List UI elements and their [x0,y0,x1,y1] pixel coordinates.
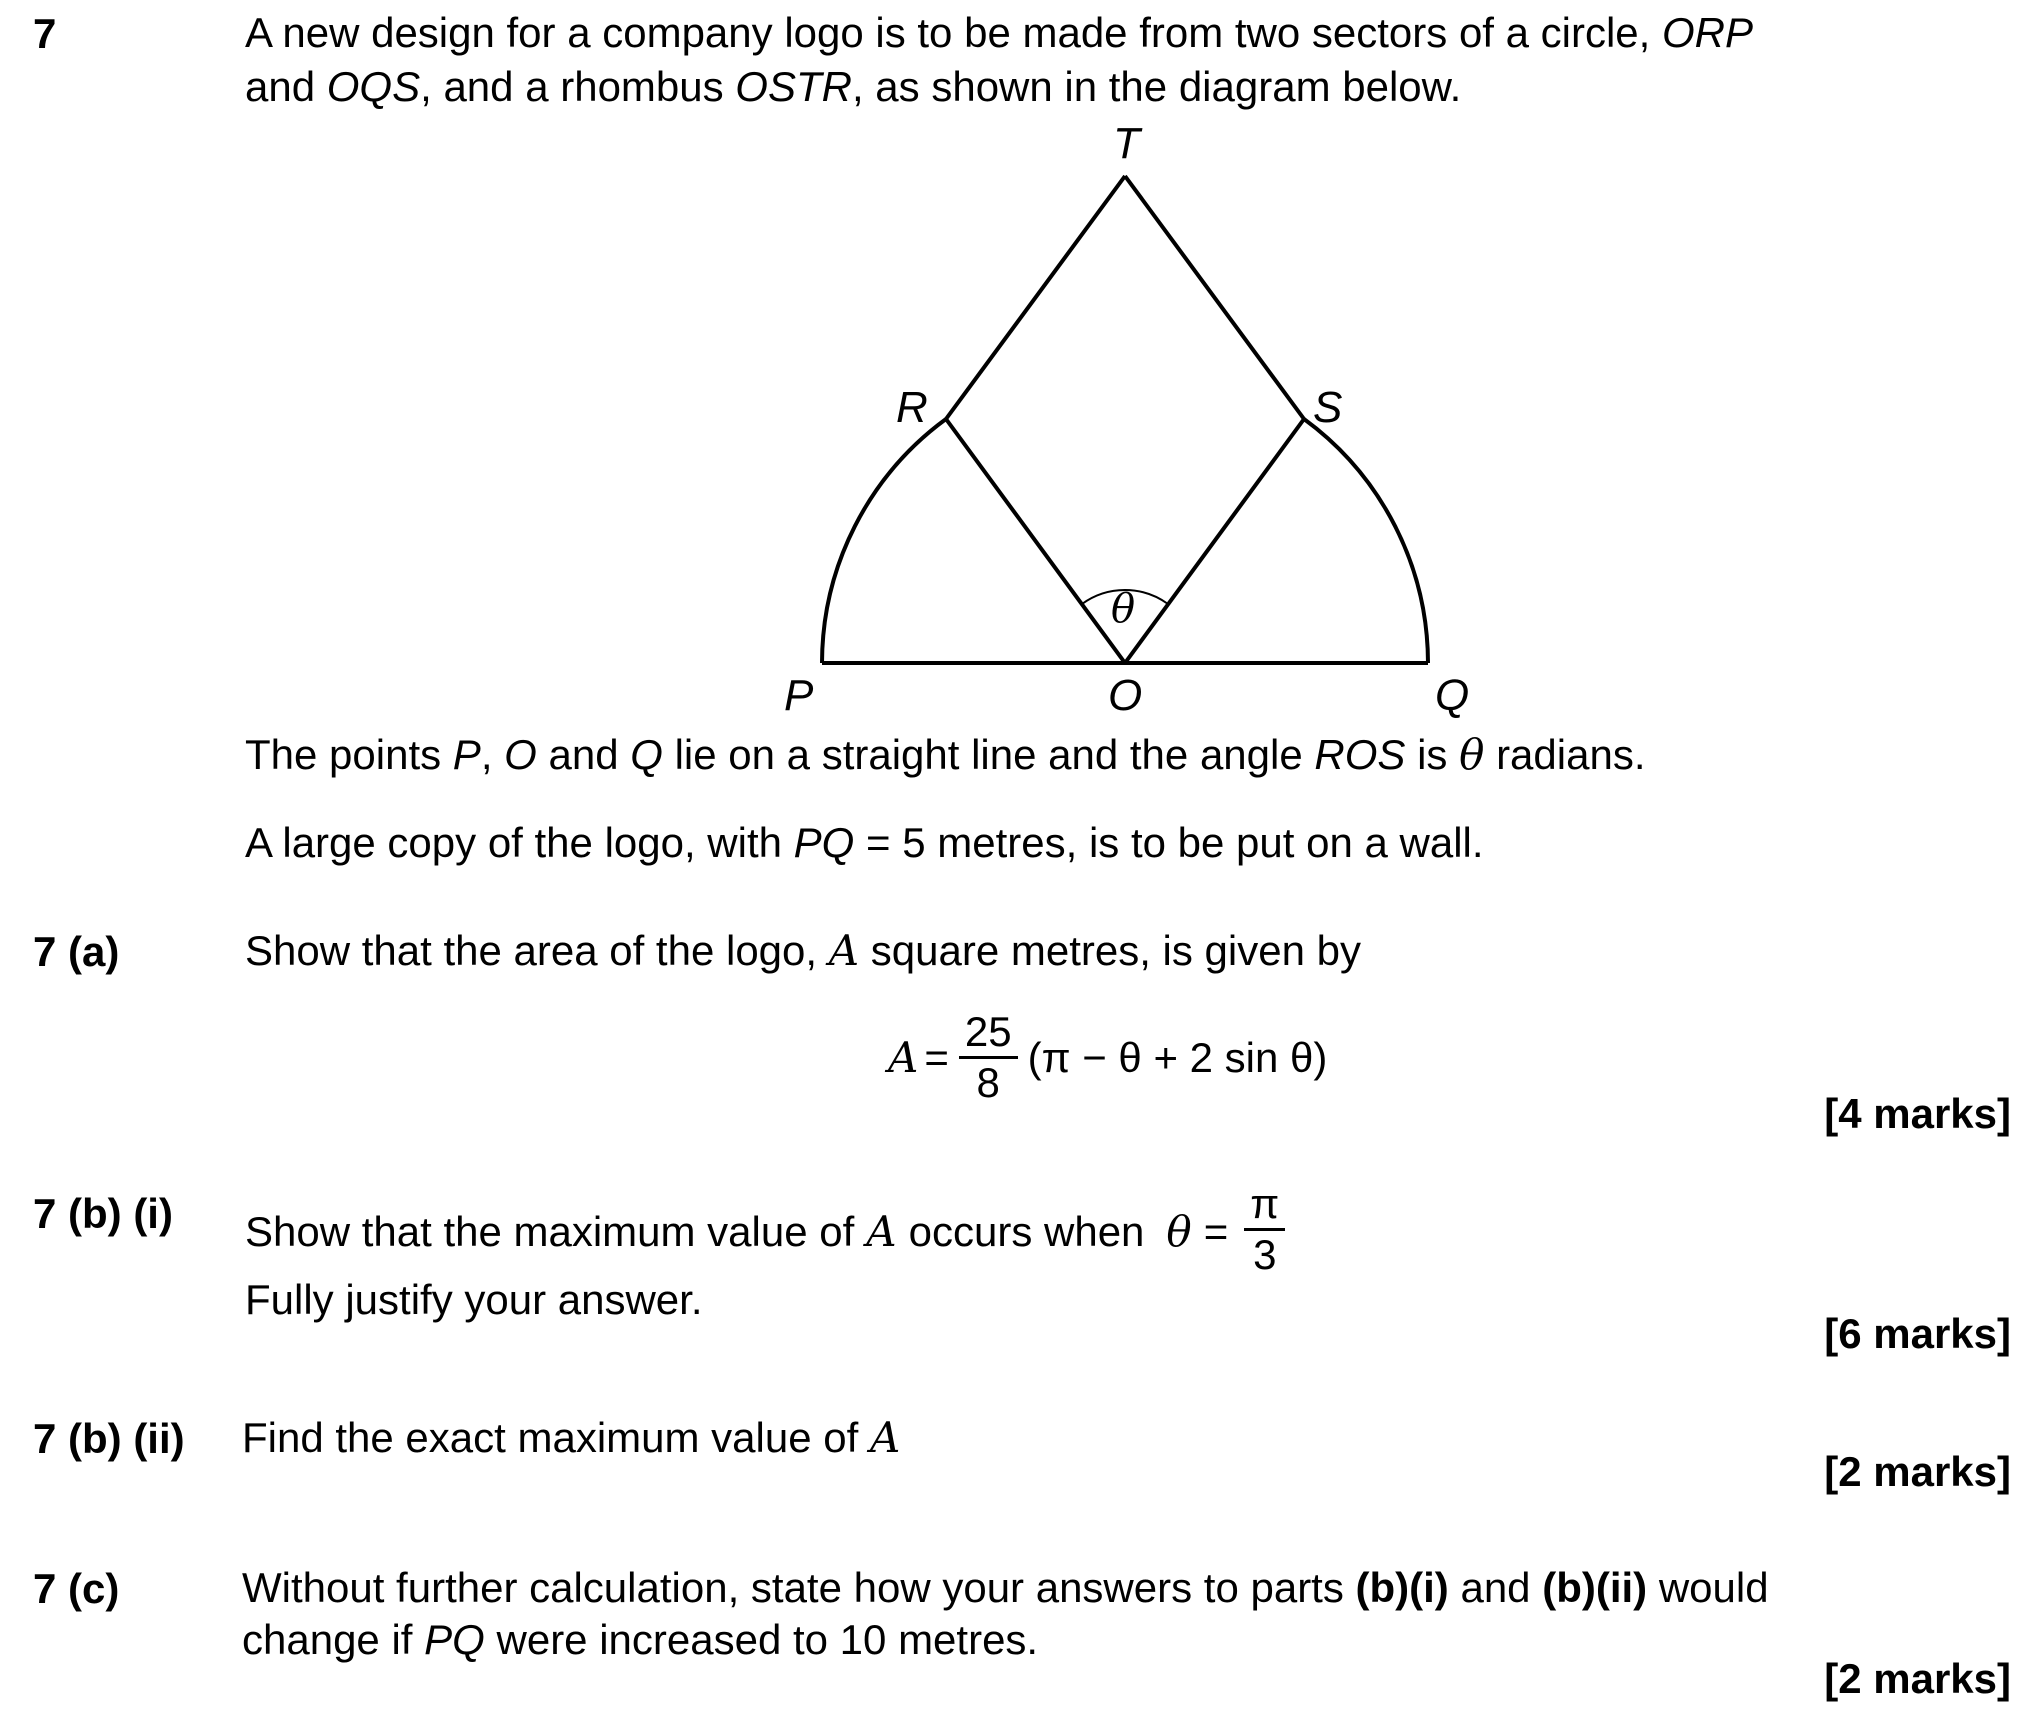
formula-eq: = [924,1033,949,1081]
part-bi-justify: Fully justify your answer. [245,1276,703,1323]
label-o: O [1108,671,1143,720]
statement-text: The points [245,731,442,778]
point-o: O [504,731,537,778]
statement-text: lie on a straight line and the angle [674,731,1303,778]
equals-sign: = [1203,1208,1229,1256]
part-a-text-b: square metres, is given by [870,927,1361,974]
sector-oqs: OQS [326,63,421,110]
statement-text: is [1417,731,1448,778]
ref-b-ii: (b)(ii) [1542,1564,1648,1611]
angle-ros: ROS [1314,731,1406,778]
length-pq: PQ [793,819,855,866]
side-os [1125,419,1304,663]
statement-points [245,730,1645,780]
ref-b-i: (b)(i) [1355,1564,1449,1611]
part-c-text: change if [242,1616,413,1663]
part-c-text: Without further calculation, state how your answers to parts [242,1564,1344,1611]
intro-text: , and a rhombus [420,63,724,110]
label-r: R [896,383,928,432]
part-bii-marks: [2 marks] [1824,1448,2011,1495]
label-s: S [1313,383,1343,432]
label-theta: θ [1111,586,1136,632]
sector-orp: ORP [1662,9,1754,56]
formula-bracket: (π − θ + 2 sin θ) [1027,1033,1328,1081]
statement-text: = 5 metres, is to be put on a wall. [866,819,1484,866]
part-c-line-2 [242,1615,1038,1665]
side-or [946,419,1125,663]
part-bii-text [242,1413,900,1463]
fraction-numerator: π [1244,1182,1285,1231]
statement-text: radians. [1496,731,1646,778]
question-number: 7 [33,10,57,57]
part-c-text: were increased to 10 metres. [496,1616,1039,1663]
part-bi-text-b: occurs when [908,1208,1145,1256]
formula-numerator: 25 [959,1010,1018,1059]
statement-size [245,818,1484,868]
part-a-text [245,926,1361,976]
part-a-label: 7 (a) [33,928,120,975]
statement-text: A large copy of the logo, with [245,819,782,866]
rhombus-ostr: OSTR [735,63,852,110]
side-rt [946,176,1125,419]
part-c-line-1 [242,1563,1769,1613]
length-pq: PQ [424,1616,485,1663]
part-c-marks: [2 marks] [1824,1655,2011,1702]
part-c-text: and [1460,1564,1531,1611]
part-bi-label: 7 (b) (i) [33,1190,173,1237]
point-q: Q [630,731,663,778]
intro-text: , as shown in the diagram below. [851,63,1462,110]
part-bii-text-a: Find the exact maximum value of [242,1414,859,1461]
theta-symbol: θ [1166,1207,1192,1257]
fraction-denominator: 3 [1253,1231,1277,1279]
formula-fraction [959,1010,1018,1105]
label-q: Q [1435,671,1470,720]
part-c-text: would [1658,1564,1769,1611]
part-bi-text [245,1180,1289,1279]
point-p: P [452,731,481,778]
pi-over-3 [1244,1182,1285,1277]
label-t: T [1113,119,1140,168]
part-c-label: 7 (c) [33,1565,120,1612]
statement-text: and [548,731,619,778]
area-var: A [869,1413,901,1462]
statement-text: , [480,731,493,778]
area-var: A [866,1207,897,1257]
logo-diagram [0,0,2021,740]
part-bi-text-a: Show that the maximum value of [245,1208,855,1256]
area-var: A [828,926,860,975]
arc-sq [1304,419,1428,663]
part-a-marks: [4 marks] [1824,1090,2011,1137]
arc-pr [822,419,946,663]
label-p: P [784,671,814,720]
formula-lhs: A [888,1033,919,1083]
intro-text: and [245,63,316,110]
part-bii-label: 7 (b) (ii) [33,1415,185,1462]
theta-symbol: θ [1459,730,1485,779]
part-a-text-a: Show that the area of the logo, [245,927,818,974]
intro-text: A new design for a company logo is to be made from two sectors of a circle, [245,9,1651,56]
area-formula [888,1010,1327,1105]
part-bi-marks: [6 marks] [1824,1310,2011,1357]
side-st [1125,176,1304,419]
formula-denominator: 8 [976,1059,1000,1107]
